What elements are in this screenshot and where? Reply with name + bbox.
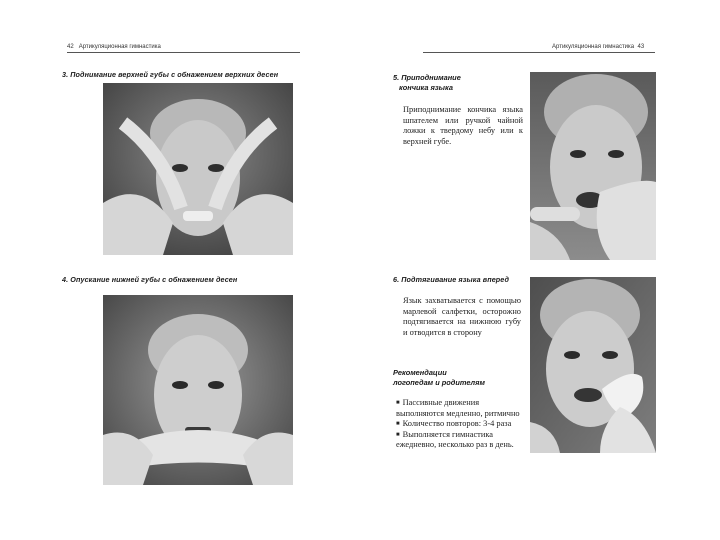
list-item <box>396 419 524 430</box>
left-running-head <box>67 44 161 50</box>
recommendations-list <box>396 398 524 451</box>
section5-title-line2: кончика языка <box>399 83 453 92</box>
bullet-square-icon: ■ <box>396 400 400 406</box>
recommendations-line2: логопедам и родителям <box>393 378 485 387</box>
photo-upper-lip-exercise-image <box>103 83 293 255</box>
section6-caption: 6. Подтягивание языка вперед <box>393 275 510 284</box>
bullet-text-3: Выполняется гимнастика ежедневно, несколько раз в день. <box>396 429 514 450</box>
bullet-text-2: Количество повторов: 3-4 раза <box>402 419 512 429</box>
photo-lower-lip-exercise <box>103 295 293 485</box>
photo-tongue-tip-exercise-image <box>530 72 656 260</box>
right-page-number: 43 <box>637 44 645 50</box>
recommendations-heading <box>393 368 485 388</box>
photo-tongue-pull-exercise-image <box>530 277 656 453</box>
list-item <box>396 398 524 419</box>
section6-text: Язык захватывается с помощью марлевой салфетки, осторожно подтягивается на нижнюю губу и отводится в сторону <box>403 296 521 337</box>
section5-text: Приподнимание кончика языка шпателем или ручкой чайной ложки к твердому небу или к верхней губе. <box>403 105 523 146</box>
section3-caption: 3. Поднимание верхней губы с обнажением верхних десен <box>62 70 279 79</box>
section5-title-line1: 5. Приподнимание <box>393 73 461 82</box>
left-running-title: Артикуляционная гимнастика <box>78 44 161 50</box>
photo-tongue-tip-exercise <box>530 72 656 260</box>
bullet-text-1: Пассивные движения выполняются медленно, ритмично <box>396 398 520 418</box>
left-page-number: 42 <box>67 44 74 50</box>
bullet-square-icon: ■ <box>396 421 400 428</box>
photo-tongue-pull-exercise <box>530 277 656 453</box>
recommendations-line1: Рекомендации <box>393 368 447 377</box>
bullet-square-icon: ■ <box>396 431 400 438</box>
list-item <box>396 430 524 451</box>
right-running-head <box>552 44 644 50</box>
section5-title <box>393 73 461 93</box>
right-header-rule <box>423 52 655 53</box>
section4-caption: 4. Опускание нижней губы с обнажением десен <box>62 275 238 284</box>
left-header-rule <box>67 52 300 53</box>
photo-lower-lip-exercise-image <box>103 295 293 485</box>
photo-upper-lip-exercise <box>103 83 293 255</box>
right-running-title: Артикуляционная гимнастика <box>552 44 635 50</box>
